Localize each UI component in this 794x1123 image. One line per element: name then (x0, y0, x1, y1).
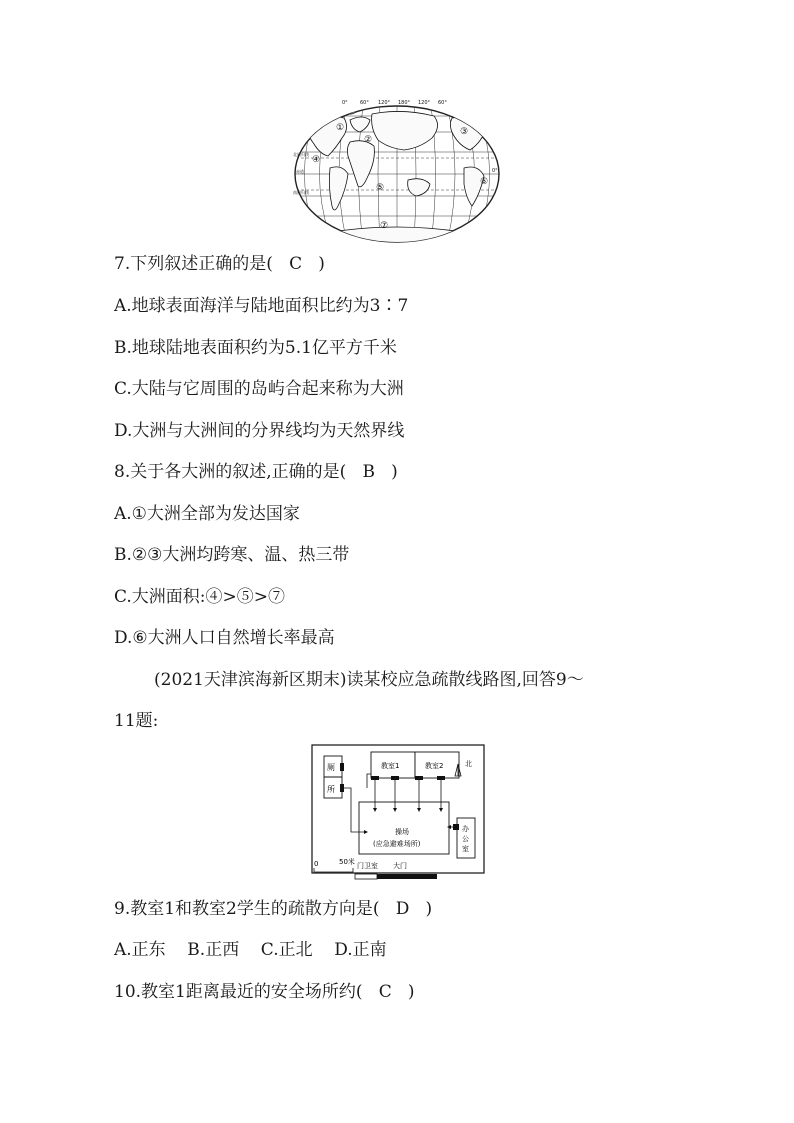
lon-label-3: 120° (378, 100, 391, 106)
scale-distance: 50米 (339, 858, 355, 866)
q7-option-d: D.大洲与大洲间的分界线均为天然界线 (114, 421, 405, 441)
office-label-3: 室 (462, 845, 469, 853)
lon-label-2: 60° (360, 100, 369, 106)
q7-option-c: C.大陆与它周围的岛屿合起来称为大洲 (114, 379, 404, 399)
lon-label-6: 60° (438, 100, 447, 106)
north-label: 北 (465, 760, 472, 768)
lat-label-tropic-s: 南回归线 (293, 190, 309, 195)
playground-label: 操场 (395, 828, 409, 836)
continent-number-1: ① (336, 123, 345, 133)
q7-stem: 7.下列叙述正确的是( C ) (114, 254, 325, 274)
continent-number-4: ④ (312, 155, 321, 165)
q8-option-d: D.⑥大洲人口自然增长率最高 (114, 628, 335, 648)
intro-line-2: 11题: (114, 711, 159, 731)
lon-label-5: 120° (418, 100, 431, 106)
q8-option-c: C.大洲面积:④>⑤>⑦ (114, 587, 286, 607)
intro-line-1: (2021天津滨海新区期末)读某校应急疏散线路图,回答9～ (154, 670, 584, 690)
classroom-2-label: 教室2 (425, 762, 444, 770)
guard-room-label: 门卫室 (357, 862, 378, 870)
playground-note: (应急避难场所) (373, 840, 421, 848)
q9-stem: 9.教室1和教室2学生的疏散方向是( D ) (114, 899, 433, 919)
continent-number-7: ⑦ (380, 221, 389, 231)
q8-stem: 8.关于各大洲的叙述,正确的是( B ) (114, 462, 398, 482)
q7-option-b: B.地球陆地表面积约为5.1亿平方千米 (114, 338, 397, 358)
q10-stem: 10.教室1距离最近的安全场所约( C ) (114, 982, 415, 1002)
q7-option-a: A.地球表面海洋与陆地面积比约为3∶7 (114, 296, 409, 316)
q8-option-a: A.①大洲全部为发达国家 (114, 504, 300, 524)
lat-label-tropic-n: 北回归线 (293, 152, 309, 157)
school-evacuation-map (311, 744, 486, 880)
scale-zero: 0 (314, 860, 319, 868)
continent-number-3: ③ (460, 127, 469, 137)
toilet-label-bottom: 所 (327, 785, 335, 794)
gate-label: 大门 (393, 862, 407, 870)
continent-number-2: ② (364, 135, 373, 145)
classroom-1-label: 教室1 (381, 762, 400, 770)
world-map-figure (292, 98, 502, 244)
guard-room-bar (355, 874, 377, 879)
q9-options: A.正东 B.正西 C.正北 D.正南 (114, 940, 387, 960)
lat-label-right: 0° (492, 168, 498, 174)
q8-option-b: B.②③大洲均跨寒、温、热三带 (114, 545, 350, 565)
lon-label-4: 180° (398, 100, 411, 106)
office-label-1: 办 (462, 825, 469, 833)
lat-label-equator: 赤道 (296, 169, 304, 174)
continent-number-5: ⑤ (376, 183, 385, 193)
gate-bar (377, 874, 437, 879)
scale-bar (314, 868, 353, 872)
office-label-2: 公 (462, 835, 469, 843)
toilet-label-top: 厕 (327, 763, 335, 772)
continent-number-6: ⑥ (480, 177, 489, 187)
lon-label-1: 0° (342, 100, 348, 106)
